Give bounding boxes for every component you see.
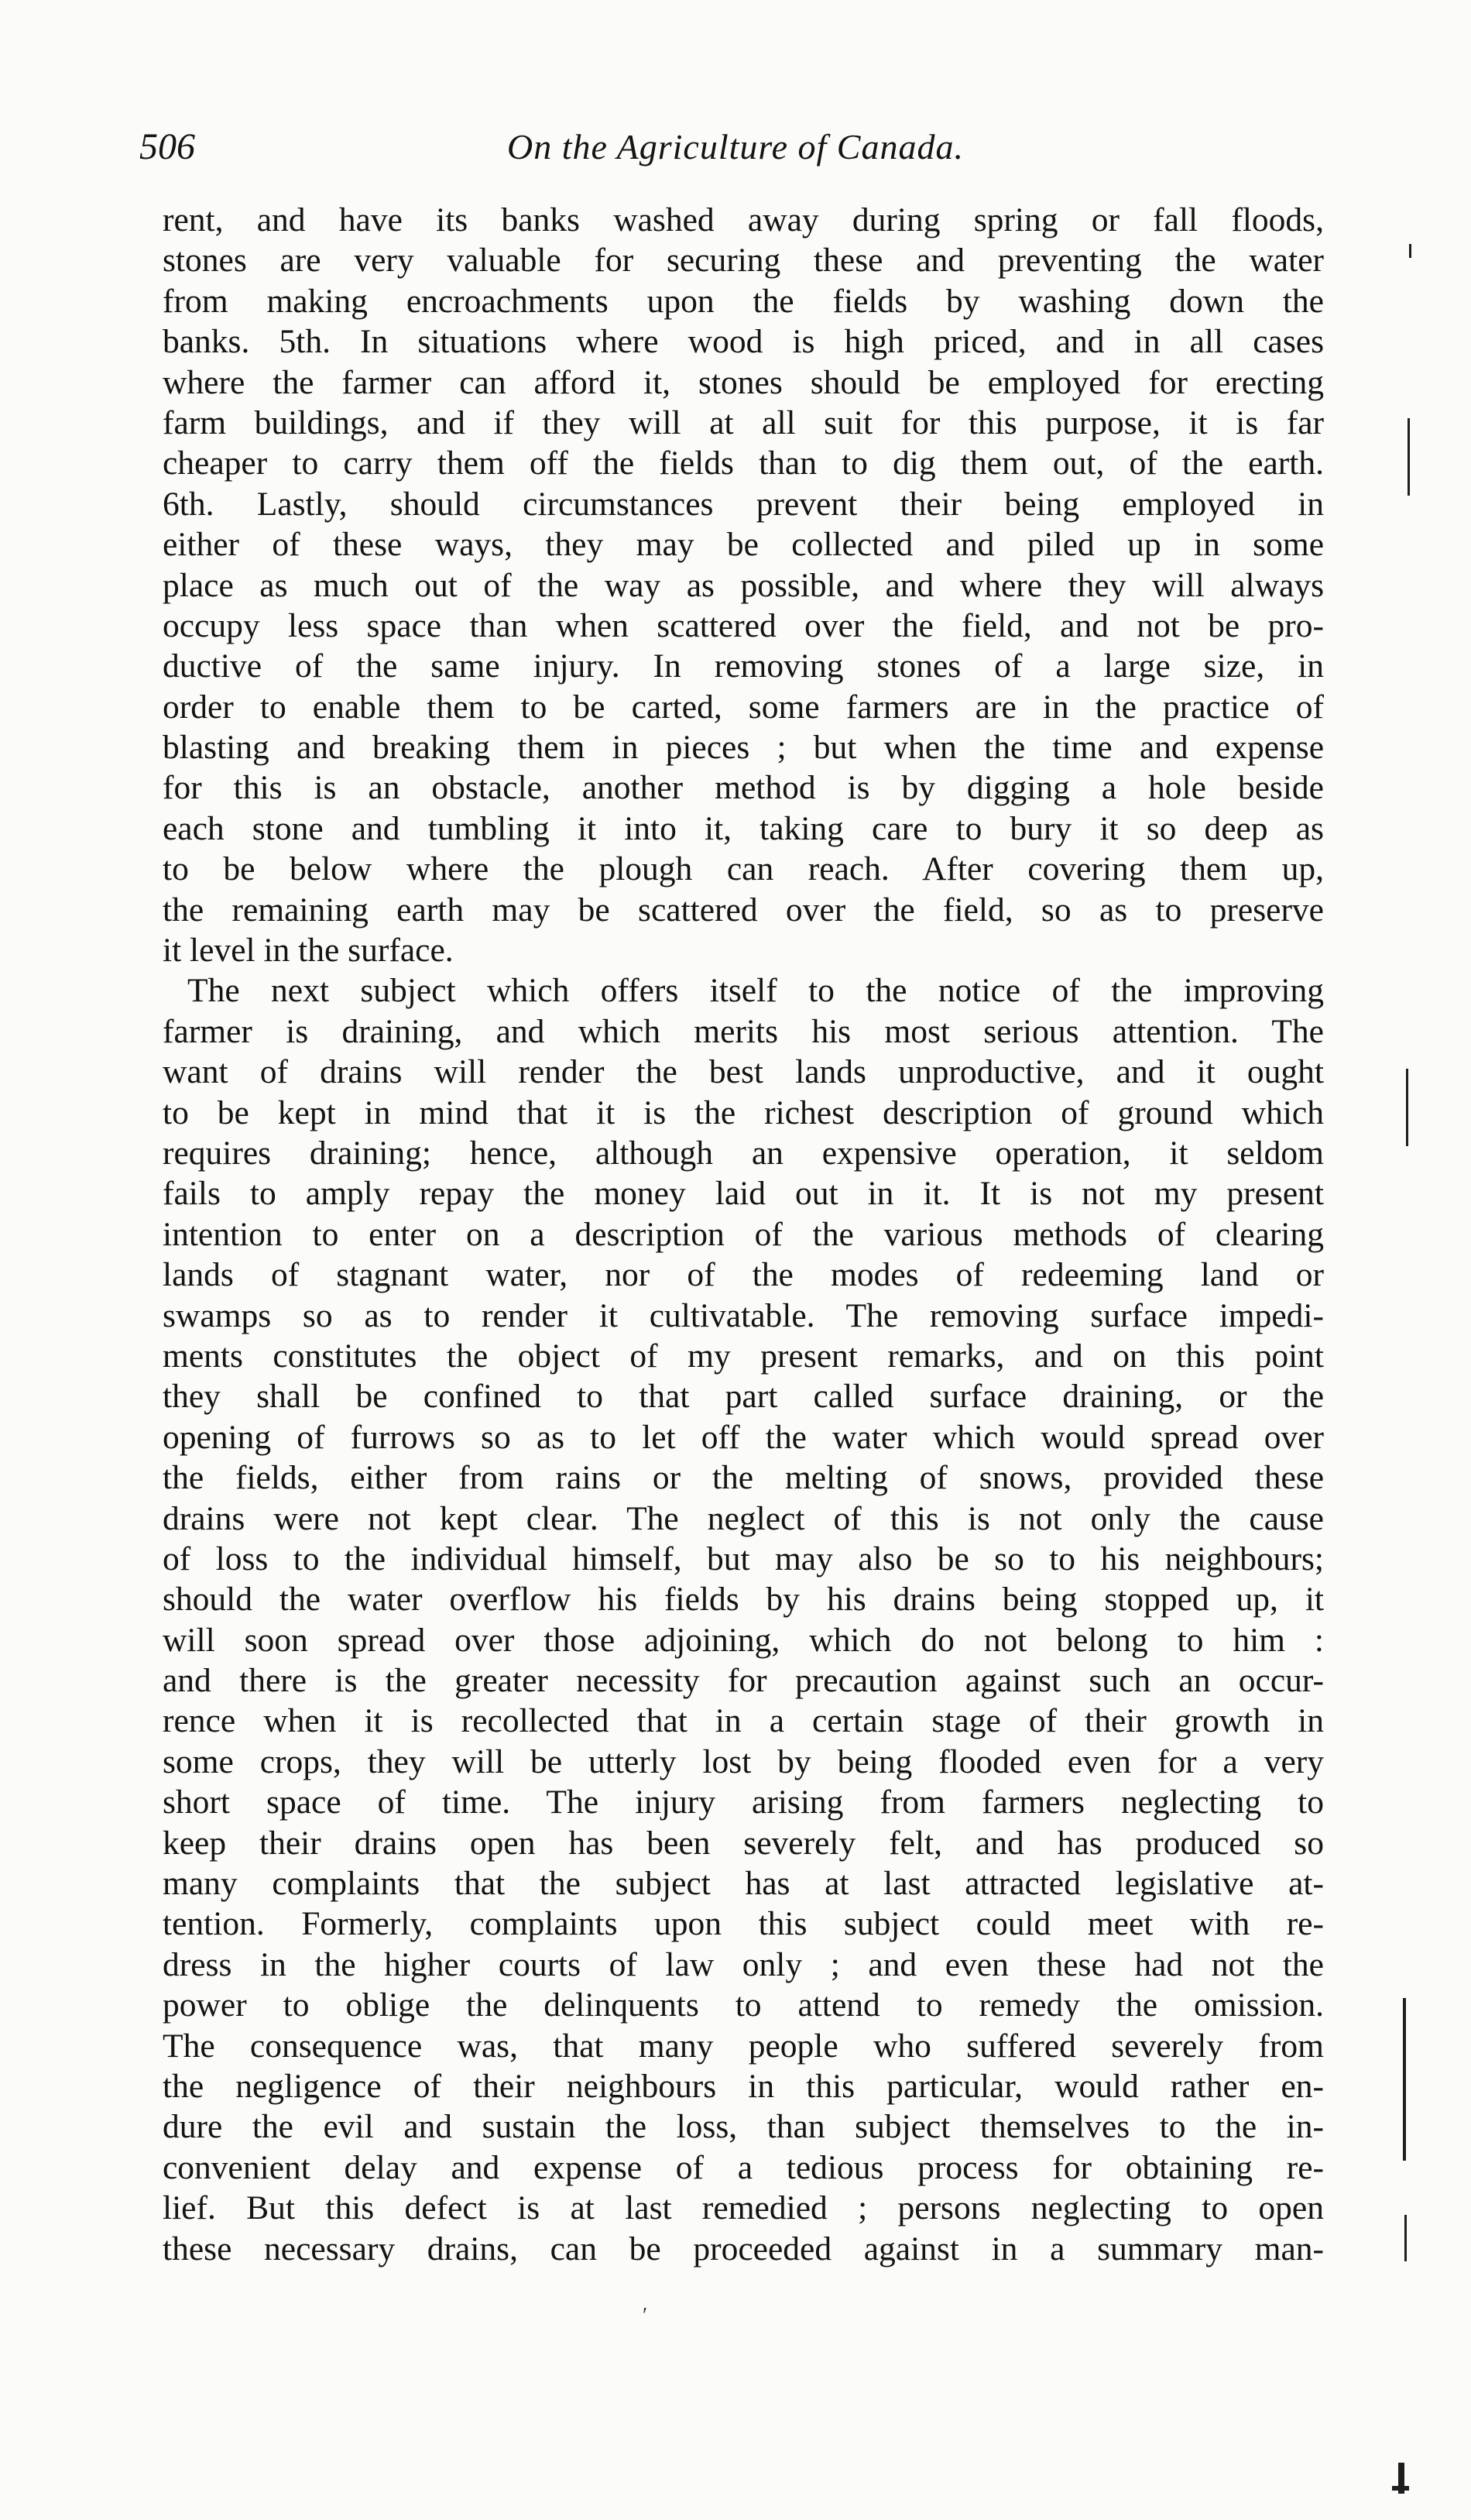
text-line: lands of stagnant water, nor of the modes of redeeming land or (163, 1256, 1324, 1294)
page-header (139, 116, 1332, 178)
text-line: to be below where the plough can reach. After covering them up, (163, 850, 1324, 888)
text-line: for this is an obstacle, another method is by digging a hole beside (163, 769, 1324, 807)
text-line: and there is the greater necessity for precaution against such an occur- (163, 1662, 1324, 1700)
text-line: rent, and have its banks washed away during spring or fall floods, (163, 201, 1324, 239)
paragraph-end-line: it level in the surface. (163, 932, 454, 970)
text-line: power to oblige the delinquents to attend to remedy the omission. (163, 1986, 1324, 2024)
text-line: opening of furrows so as to let off the water which would spread over (163, 1418, 1324, 1456)
text-line: want of drains will render the best lands unproductive, and it ought (163, 1053, 1324, 1091)
text-line: The consequence was, that many people who suffered severely from (163, 2027, 1324, 2065)
text-line: occupy less space than when scattered over the field, and not be pro- (163, 606, 1324, 644)
text-line: 6th. Lastly, should circumstances prevent their being employed in (163, 485, 1324, 523)
text-line: the negligence of their neighbours in this particular, would rather en- (163, 2067, 1324, 2105)
text-line: they shall be confined to that part called surface draining, or the (163, 1378, 1324, 1416)
scan-edge-mark (1408, 418, 1410, 496)
scan-edge-mark (1406, 1069, 1408, 1146)
scan-edge-mark (1409, 244, 1411, 258)
text-line: these necessary drains, can be proceeded against in a summary man- (163, 2230, 1324, 2268)
text-line: blasting and breaking them in pieces ; but when the time and expense (163, 729, 1324, 767)
text-line: will soon spread over those adjoining, which do not belong to him : (163, 1621, 1324, 1659)
text-line: the remaining earth may be scattered over the field, so as to preserve (163, 891, 1324, 929)
text-line: either of these ways, they may be collected and piled up in some (163, 526, 1324, 564)
text-line: order to enable them to be carted, some farmers are in the practice of (163, 688, 1324, 726)
text-line: to be kept in mind that it is the richest description of ground which (163, 1093, 1324, 1131)
text-line: farmer is draining, and which merits his most serious attention. The (163, 1012, 1324, 1050)
text-line: of loss to the individual himself, but may also be so to his neighbours; (163, 1540, 1324, 1578)
text-line: ductive of the same injury. In removing stones of a large size, in (163, 647, 1324, 685)
text-line: place as much out of the way as possible, and where they will always (163, 566, 1324, 604)
text-line: short space of time. The injury arising from farmers neglecting to (163, 1784, 1324, 1821)
text-line: stones are very valuable for securing these and preventing the water (163, 242, 1324, 280)
text-line: lief. But this defect is at last remedied ; persons neglecting to open (163, 2189, 1324, 2227)
text-line: the fields, either from rains or the melting of snows, provided these (163, 1459, 1324, 1497)
text-line: should the water overflow his fields by his drains being stopped up, it (163, 1581, 1324, 1619)
scan-speck: ′ (643, 2304, 648, 2328)
text-line: each stone and tumbling it into it, taking care to bury it so deep as (163, 809, 1324, 847)
text-line: keep their drains open has been severely felt, and has produced so (163, 1824, 1324, 1862)
body-text (163, 200, 1324, 2269)
scan-edge-mark (1403, 1998, 1406, 2161)
page-number: 506 (139, 126, 195, 167)
text-line: fails to amply repay the money laid out in it. It is not my present (163, 1175, 1324, 1213)
scan-edge-mark (1392, 2486, 1409, 2491)
text-line: from making encroachments upon the fields by washing down the (163, 282, 1324, 320)
text-line: dress in the higher courts of law only ; and even these had not the (163, 1945, 1324, 1983)
text-line: many complaints that the subject has at last attracted legislative at- (163, 1865, 1324, 1903)
text-line: ments constitutes the object of my present remarks, and on this point (163, 1337, 1324, 1375)
text-line: intention to enter on a description of the various methods of clearing (163, 1215, 1324, 1253)
text-line: cheaper to carry them off the fields than to dig them out, of the earth. (163, 445, 1324, 482)
text-line: where the farmer can afford it, stones should be employed for erecting (163, 363, 1324, 401)
text-line: banks. 5th. In situations where wood is high priced, and in all cases (163, 323, 1324, 361)
scan-edge-mark (1404, 2215, 1407, 2261)
text-line: dure the evil and sustain the loss, than subject themselves to the in- (163, 2108, 1324, 2146)
text-line: farm buildings, and if they will at all suit for this purpose, it is far (163, 403, 1324, 441)
text-line: swamps so as to render it cultivatable. The removing surface impedi- (163, 1296, 1324, 1334)
paragraph-start-line: The next subject which offers itself to the notice of the improving (187, 972, 1324, 1010)
text-line: rence when it is recollected that in a certain stage of their growth in (163, 1702, 1324, 1740)
text-line: convenient delay and expense of a tedious process for obtaining re- (163, 2148, 1324, 2186)
text-line: some crops, they will be utterly lost by being flooded even for a very (163, 1742, 1324, 1780)
running-title: On the Agriculture of Canada. (507, 127, 964, 167)
text-line: drains were not kept clear. The neglect of this is not only the cause (163, 1499, 1324, 1537)
text-line: requires draining; hence, although an expensive operation, it seldom (163, 1134, 1324, 1172)
text-line: tention. Formerly, complaints upon this subject could meet with re- (163, 1905, 1324, 1943)
